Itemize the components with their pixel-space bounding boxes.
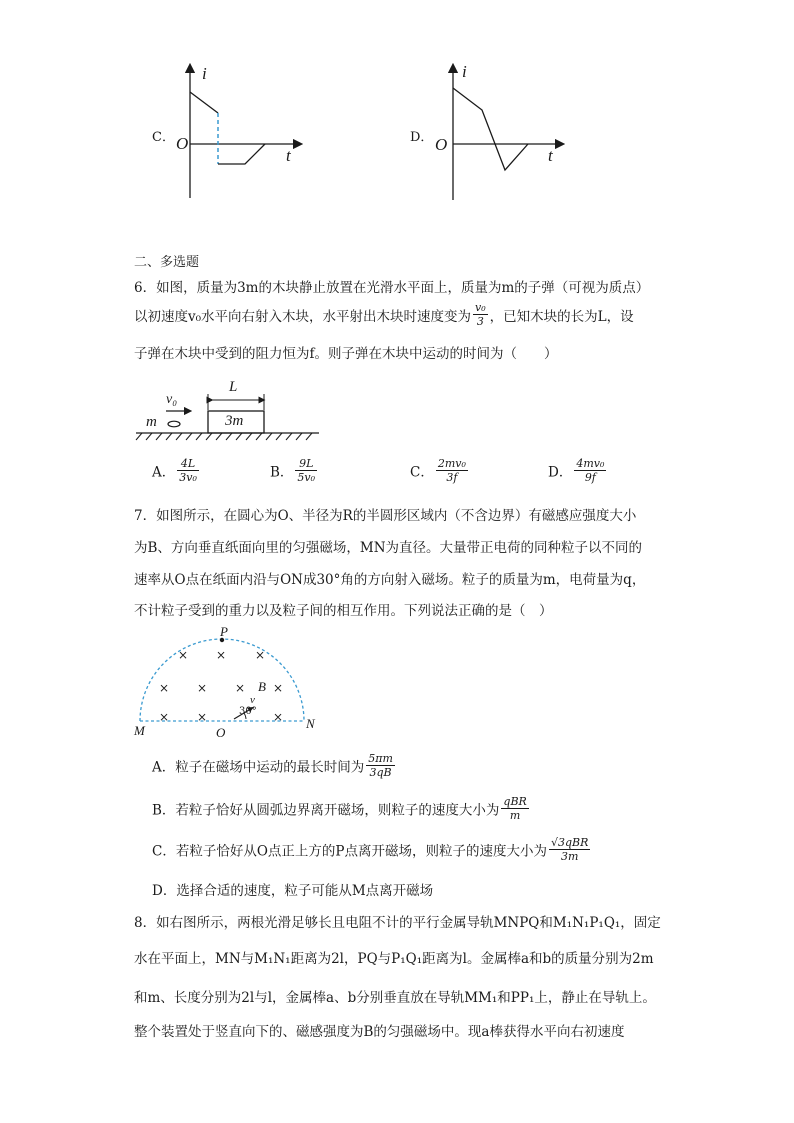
- frac-num: 2mv₀: [437, 457, 466, 470]
- graph-d-origin: O: [435, 135, 448, 154]
- frac-num: 4mv₀: [576, 457, 605, 470]
- option-frac: [436, 457, 468, 484]
- option-key: C．: [410, 464, 434, 481]
- graph-c-t-label: t: [286, 146, 291, 165]
- frac-den: m: [509, 809, 521, 822]
- q6-fig-L: L: [229, 379, 238, 395]
- graph-d-label: D．: [410, 130, 434, 145]
- q7-figure: [130, 624, 330, 742]
- field-cross: ×: [216, 648, 227, 662]
- frac-den: 3v₀: [179, 471, 197, 484]
- q7-line1: 7．如图所示，在圆心为O、半径为R的半圆形区域内（不含边界）有磁感应强度大小: [134, 508, 637, 524]
- q8-line3: 和m、长度分别为2l与l，金属棒a、b分别垂直放在导轨MM₁和PP₁上，静止在导轨上。: [134, 990, 656, 1006]
- graph-d-curve: [453, 88, 528, 170]
- graph-c-origin: O: [176, 134, 189, 153]
- field-cross: ×: [273, 710, 284, 724]
- field-cross: ×: [159, 710, 170, 724]
- graph-d-t-label: t: [548, 146, 553, 165]
- q7-fig-n: N: [306, 716, 315, 731]
- frac-num: 9L: [295, 457, 317, 471]
- q8-line1: 8．如右图所示，两根光滑足够长且电阻不计的平行金属导轨MNPQ和M₁N₁P₁Q₁，固定: [134, 915, 661, 931]
- option-frac: [295, 457, 317, 484]
- q7-option-c[interactable]: [152, 836, 592, 863]
- frac-num: √3qBR: [550, 836, 589, 849]
- frac-num: 5πm: [368, 752, 393, 765]
- frac-den: 3m: [560, 850, 579, 863]
- q7-fig-v: v: [250, 694, 255, 706]
- q6-line3: 子弹在木块中受到的阻力恒为f。则子弹在木块中运动的时间为（ ）: [134, 346, 558, 362]
- frac-num: qBR: [503, 795, 527, 808]
- q7-fig-m: M: [134, 723, 145, 738]
- graph-d-plot: [410, 60, 570, 205]
- q6-line2-b: ，已知木块的长为L，设: [489, 309, 634, 325]
- field-cross: ×: [255, 648, 266, 662]
- field-cross: ×: [273, 681, 284, 695]
- q6-option-a[interactable]: [152, 457, 201, 484]
- q7-line3: 速率从O点在纸面内沿与ON成30°角的方向射入磁场。粒子的质量为m，电荷量为q，: [134, 572, 646, 588]
- option-key: D．: [548, 464, 573, 481]
- q7-option-b[interactable]: [152, 795, 531, 822]
- q7-line2: 为B、方向垂直纸面向里的匀强磁场，MN为直径。大量带正电荷的同种粒子以不同的: [134, 540, 643, 556]
- frac-den: 3qB: [369, 766, 392, 779]
- graph-d-i-label: i: [462, 62, 467, 81]
- q7-option-d[interactable]: D．选择合适的速度，粒子可能从M点离开磁场: [152, 883, 434, 899]
- option-key: B．: [270, 464, 294, 481]
- option-frac: [549, 836, 590, 863]
- graph-c-label: C．: [152, 130, 175, 145]
- field-cross: ×: [235, 681, 246, 695]
- frac-num: v₀: [475, 301, 486, 314]
- q7-line4: 不计粒子受到的重力以及粒子间的相互作用。下列说法正确的是（ ）: [134, 603, 553, 619]
- q8-line4: 整个装置处于竖直向下的、磁感强度为B的匀强磁场中。现a棒获得水平向右初速度: [134, 1024, 625, 1040]
- q6-line1: 6．如图，质量为3m的木块静止放置在光滑水平面上，质量为m的子弹（可视为质点）: [134, 280, 650, 296]
- graph-c-i-label: i: [202, 64, 207, 83]
- q6-option-b[interactable]: [270, 457, 319, 484]
- frac-den: 3: [476, 315, 484, 328]
- bullet: [168, 421, 180, 427]
- ground-hatch: [136, 433, 312, 440]
- q6-option-d[interactable]: [548, 457, 608, 484]
- option-text: A．粒子在磁场中运动的最长时间为: [152, 759, 365, 776]
- field-cross: ×: [197, 710, 208, 724]
- frac-den: 9f: [584, 471, 596, 484]
- option-text: B．若粒子恰好从圆弧边界离开磁场，则粒子的速度大小为: [152, 802, 500, 819]
- q7-fig-p: P: [220, 624, 228, 639]
- graph-d: [410, 60, 570, 205]
- field-cross: ×: [197, 681, 208, 695]
- field-cross: ×: [159, 681, 170, 695]
- frac-den: 5v₀: [297, 471, 316, 484]
- q7-fig-angle: 30°: [239, 706, 257, 717]
- q7-fig-o: O: [216, 725, 226, 740]
- option-frac: [501, 795, 528, 822]
- section-title: 二、多选题: [134, 255, 200, 270]
- graph-c-curve-negative: [218, 144, 265, 164]
- q8-line2: 水在平面上，MN与M₁N₁距离为2l，PQ与P₁Q₁距离为l。金属棒a和b的质量分别为2m: [134, 951, 654, 967]
- q6-figure: [134, 380, 324, 442]
- graph-c-plot: [150, 60, 310, 205]
- q6-fig-v0: v₀: [166, 392, 178, 407]
- option-frac: [366, 752, 395, 779]
- option-text: C．若粒子恰好从O点正上方的P点离开磁场，则粒子的速度大小为: [152, 843, 547, 860]
- q6-line2: [134, 301, 634, 328]
- field-cross: ×: [178, 648, 189, 662]
- frac-den: 3f: [446, 471, 458, 484]
- q7-fig-b: B: [258, 679, 266, 694]
- q6-line2-a: 以初速度v₀水平向右射入木块，水平射出木块时速度变为: [134, 309, 472, 325]
- option-frac: [177, 457, 199, 484]
- q7-option-a[interactable]: [152, 752, 397, 779]
- option-frac: [574, 457, 606, 484]
- q6-v0-over-3: [473, 301, 488, 328]
- graph-c-curve-positive: [190, 92, 218, 113]
- q6-option-c[interactable]: [410, 457, 470, 484]
- graph-c: [150, 60, 310, 205]
- q6-fig-block-label: 3m: [225, 413, 244, 429]
- frac-num: 4L: [177, 457, 199, 471]
- q6-fig-bullet-label: m: [146, 414, 157, 430]
- option-key: A．: [152, 464, 176, 481]
